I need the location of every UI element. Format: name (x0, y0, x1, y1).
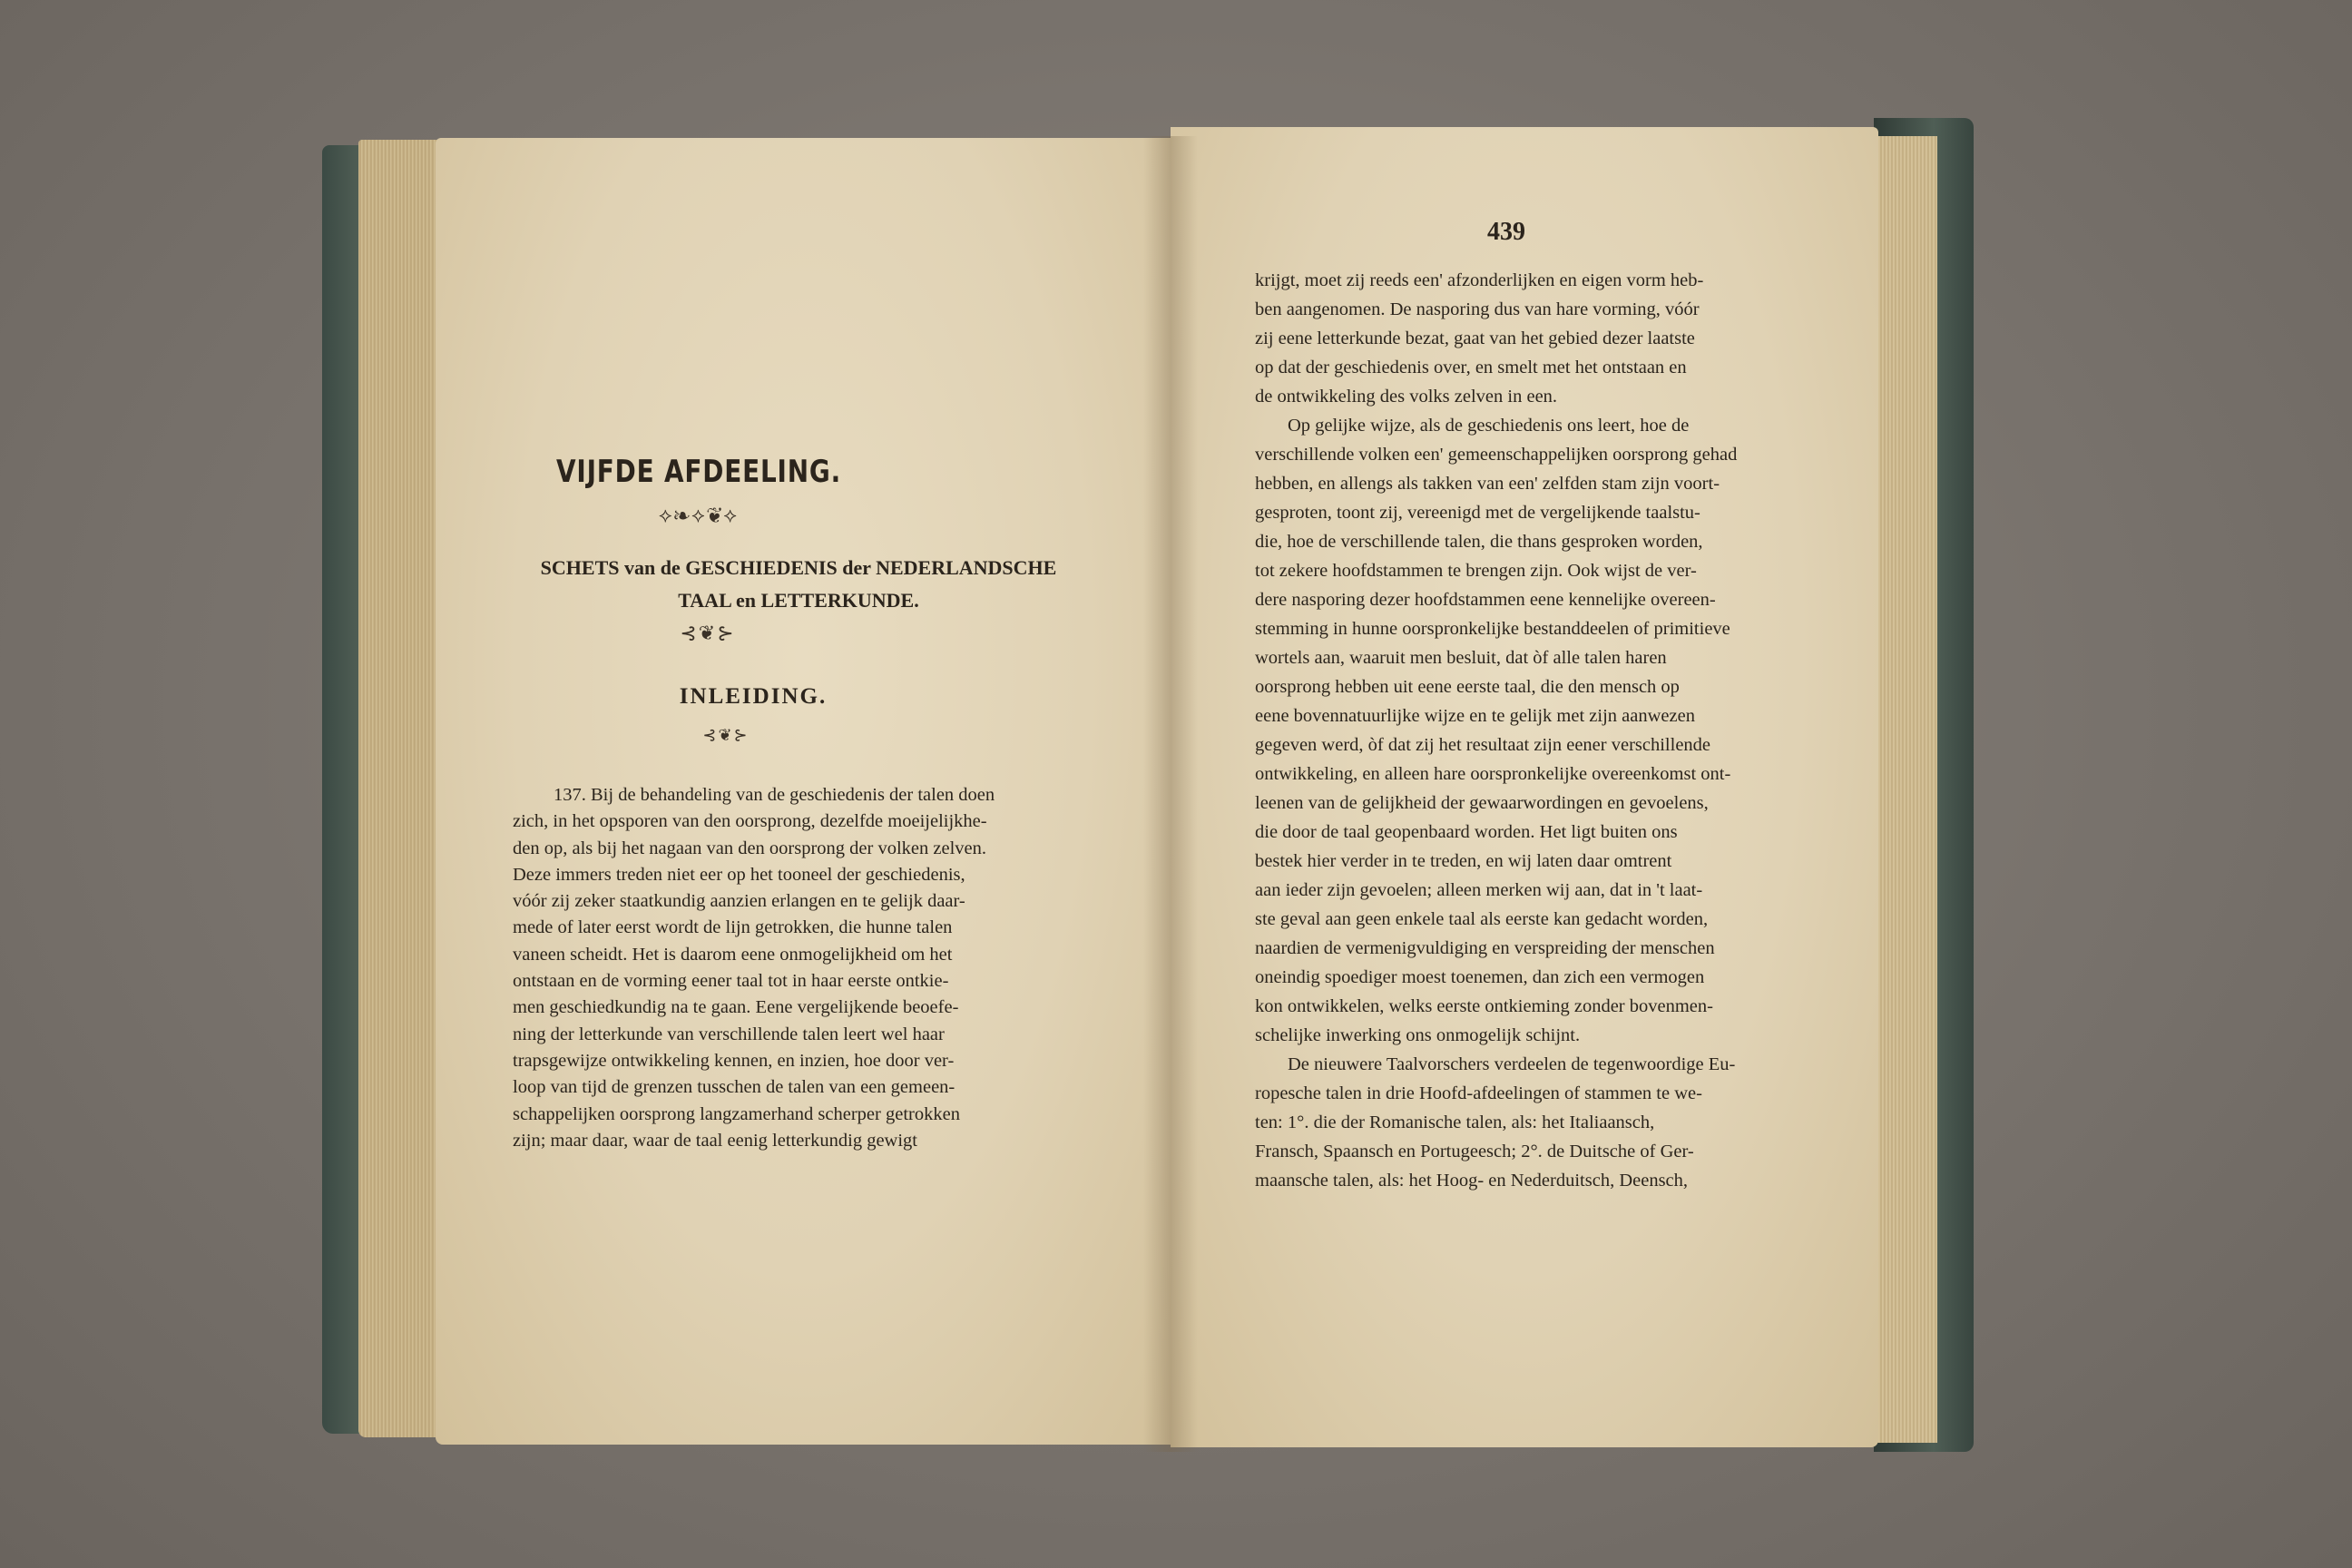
text-line: oorsprong hebben uit eene eerste taal, die den mensch op (1255, 677, 1680, 697)
text-line: stemming in hunne oorspronkelijke bestanddeelen of primitieve (1255, 619, 1730, 639)
text-line: De nieuwere Taalvorschers verdeelen de tegenwoordige Eu- (1288, 1054, 1736, 1074)
text-line: gesproten, toont zij, vereenigd met de vergelijkende taalstu- (1255, 503, 1700, 523)
chapter-heading: INLEIDING. (679, 684, 828, 709)
text-line: den op, als bij het nagaan van den oorsprong der volken zelven. (513, 838, 987, 858)
text-line: Fransch, Spaansch en Portugeesch; 2°. de Duitsche of Ger- (1255, 1142, 1694, 1161)
text-line: wortels aan, waaruit men besluit, dat òf alle talen haren (1255, 648, 1667, 668)
text-line: verschillende volken een' gemeenschappelijken oorsprong gehad (1255, 445, 1738, 465)
text-line: de ontwikkeling des volks zelven in een. (1255, 387, 1558, 407)
text-line: vóór zij zeker staatkundig aanzien erlangen en te gelijk daar- (513, 891, 965, 912)
ornament-divider: ⟡❧⟡❦⟡ (659, 504, 739, 526)
text-line: mede of later eerst wordt de lijn getrokken, die hunne talen (513, 917, 953, 938)
text-line: zijn; maar daar, waar de taal eenig letterkundig gewigt (513, 1130, 917, 1151)
text-line: ning der letterkunde van verschillende talen leert wel haar (513, 1024, 945, 1044)
text-line: gegeven werd, òf dat zij het resultaat zijn eener verschillende (1255, 735, 1711, 755)
text-line: naardien de vermenigvuldiging en verspreiding der menschen (1255, 938, 1715, 958)
text-line: loop van tijd de grenzen tusschen de talen van een gemeen- (513, 1077, 956, 1098)
text-line: leenen van de gelijkheid der gewaarwordingen en gevoelens, (1255, 793, 1709, 813)
text-line: bestek hier verder in te treden, en wij laten daar omtrent (1255, 851, 1672, 871)
text-line: ste geval aan geen enkele taal als eerste kan gedacht worden, (1255, 909, 1709, 929)
page-number: 439 (1487, 218, 1525, 246)
text-line: krijgt, moet zij reeds een' afzonderlijken en eigen vorm heb- (1255, 270, 1704, 290)
right-page-body-text (1255, 266, 1799, 1195)
text-line: men geschiedkundig na te gaan. Eene vergelijkende beoefe- (513, 997, 959, 1018)
ornament-divider: ⊰❦⊱ (702, 726, 750, 744)
text-line: kon ontwikkelen, welks eerste ontkieming zonder bovenmen- (1255, 996, 1713, 1016)
text-line: ontstaan en de vorming eener taal tot in haar eerste ontkie- (513, 971, 949, 992)
subtitle-line: SCHETS van de GESCHIEDENIS der NEDERLANDSCHE (540, 556, 1057, 579)
text-line: 137. Bij de behandeling van de geschiedenis der talen doen (554, 785, 995, 805)
text-line: schappelijken oorsprong langzamerhand scherper getrokken (513, 1103, 960, 1124)
text-line: tot zekere hoofdstammen te brengen zijn. Ook wijst de ver- (1255, 561, 1697, 581)
subtitle-line: TAAL en LETTERKUNDE. (678, 589, 919, 612)
text-line: schelijke inwerking ons onmogelijk schijnt. (1255, 1025, 1581, 1045)
text-line: aan ieder zijn gevoelen; alleen merken wij aan, dat in 't laat- (1255, 880, 1703, 900)
text-line: hebben, en allengs als takken van een' zelfden stam zijn voort- (1255, 474, 1720, 494)
text-line: ten: 1°. die der Romanische talen, als: het Italiaansch, (1255, 1112, 1655, 1132)
section-subtitle (508, 552, 1089, 617)
section-title: VIJFDE AFDEELING. (555, 454, 842, 490)
text-line: dere nasporing dezer hoofdstammen eene kennelijke overeen- (1255, 590, 1716, 610)
text-line: zich, in het opsporen van den oorsprong, dezelfde moeijelijkhe- (513, 811, 987, 832)
text-line: maansche talen, als: het Hoog- en Nederduitsch, Deensch, (1255, 1171, 1689, 1191)
text-line: oneindig spoediger moest toenemen, dan zich een vermogen (1255, 967, 1705, 987)
text-line: die, hoe de verschillende talen, die thans gesproken worden, (1255, 532, 1703, 552)
text-line: Deze immers treden niet eer op het tooneel der geschiedenis, (513, 864, 965, 885)
text-line: Op gelijke wijze, als de geschiedenis ons leert, hoe de (1288, 416, 1690, 436)
text-line: trapsgewijze ontwikkeling kennen, en inzien, hoe door ver- (513, 1050, 955, 1071)
text-line: vaneen scheidt. Het is daarom eene onmogelijkheid om het (513, 944, 953, 965)
text-line: ontwikkeling, en alleen hare oorspronkelijke overeenkomst ont- (1255, 764, 1731, 784)
text-line: zij eene letterkunde bezat, gaat van het gebied dezer laatste (1255, 328, 1695, 348)
ornament-divider: ⊰❦⊱ (680, 622, 736, 644)
book-gutter (1143, 136, 1198, 1452)
text-line: ropesche talen in drie Hoofd-afdeelingen of stammen te we- (1255, 1083, 1702, 1103)
left-page-body-text (513, 782, 1057, 1154)
text-line: op dat der geschiedenis over, en smelt met het ontstaan en (1255, 358, 1687, 377)
text-line: die door de taal geopenbaard worden. Het ligt buiten ons (1255, 822, 1678, 842)
text-line: eene bovennatuurlijke wijze en te gelijk met zijn aanwezen (1255, 706, 1695, 726)
text-line: ben aangenomen. De nasporing dus van hare vorming, vóór (1255, 299, 1700, 319)
